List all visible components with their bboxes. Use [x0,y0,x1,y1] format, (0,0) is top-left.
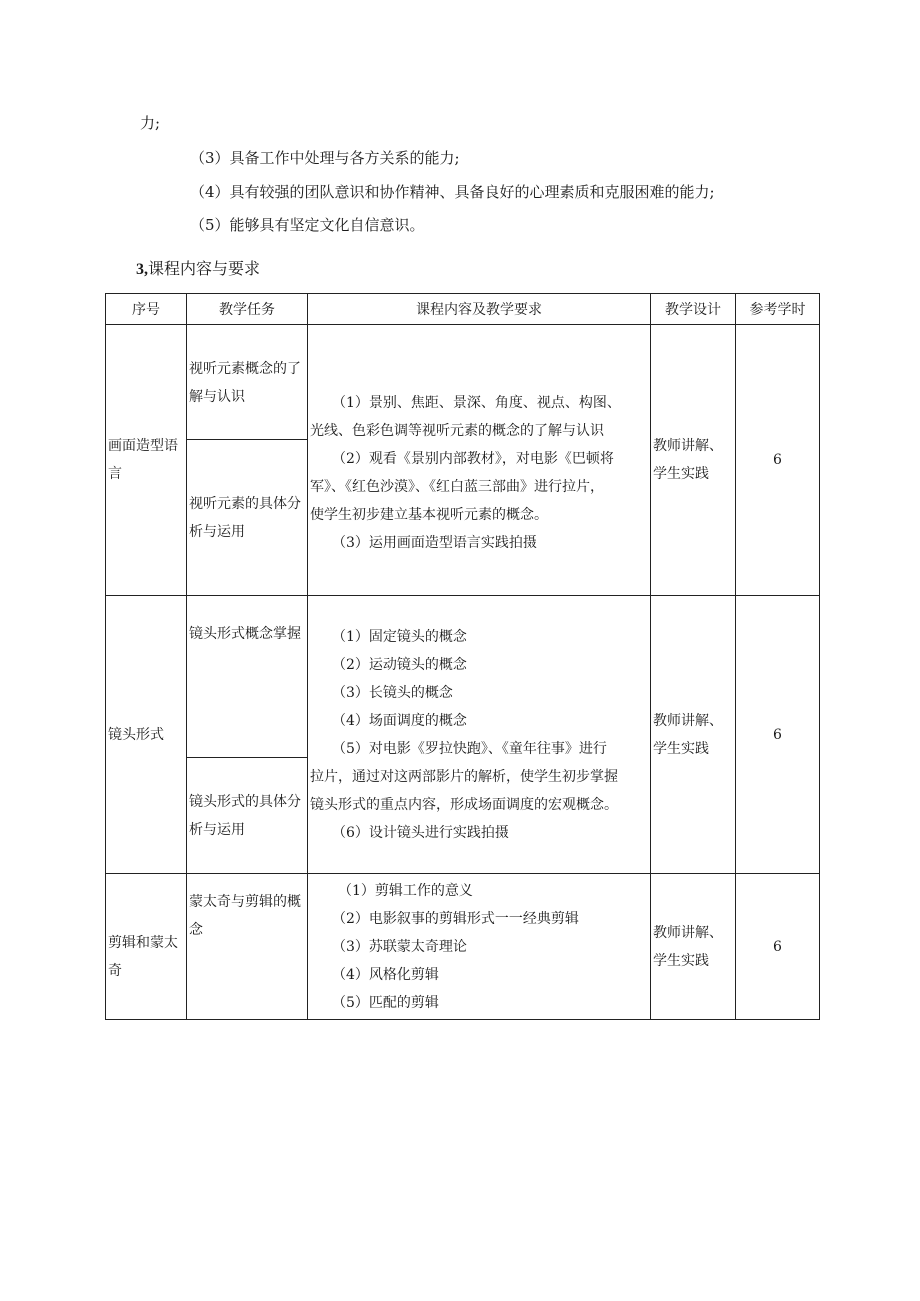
table-row [106,325,820,440]
table-row [106,596,820,758]
header-content: 课程内容及教学要求 [308,294,651,325]
row-task-cell: 视听元素概念的了解与认识 [187,325,308,440]
content-line: （1）景别、焦距、景深、角度、视点、构图、 [332,395,621,411]
content-line: 使学生初步建立基本视听元素的概念。 [310,507,548,523]
content-line: 镜头形式的重点内容，形成场面调度的宏观概念。 [310,796,618,813]
content-line: （5）匹配的剪辑 [332,994,439,1011]
section-heading [136,258,260,281]
content-line: （2）观看《景别内部教材》，对电影《巴顿将 [332,451,614,467]
content-line: 光线、色彩色调等视听元素的概念的了解与认识 [310,423,604,439]
row-design-cell: 教师讲解、学生实践 [651,874,736,1020]
paragraph-continuation: 力; [140,114,161,132]
ability-item-5: （5）能够具有坚定文化自信意识。 [190,216,425,234]
row-task-cell: 镜头形式概念掌握 [187,596,308,758]
content-line: 军》、《红色沙漠》、《红白蓝三部曲》进行拉片， [310,479,604,495]
content-line: （3）运用画面造型语言实践拍摄 [332,535,537,551]
section-number: 3, [136,261,148,278]
row-design-cell: 教师讲解、学生实践 [651,325,736,596]
content-line: （6）设计镜头进行实践拍摄 [332,824,509,841]
content-line: （2）运动镜头的概念 [332,656,467,673]
row-hours-cell: 6 [736,596,820,874]
content-line: （4）风格化剪辑 [332,966,439,983]
row-hours-cell: 6 [736,874,820,1020]
row-seq-cell: 剪辑和蒙太奇 [106,874,187,1020]
section-title: 课程内容与要求 [148,259,261,278]
course-content-table [105,293,820,1020]
ability-item-3: （3）具备工作中处理与各方关系的能力; [190,149,460,167]
content-line: （1）固定镜头的概念 [332,628,467,645]
content-line: （4）场面调度的概念 [332,712,467,729]
row-seq-cell: 画面造型语言 [106,325,187,596]
row-content-cell [308,874,651,1020]
content-line: （3）苏联蒙太奇理论 [332,938,467,955]
row-content-cell [308,325,651,596]
row-hours-cell: 6 [736,325,820,596]
row-design-cell: 教师讲解、学生实践 [651,596,736,874]
content-line: （1）剪辑工作的意义 [338,882,473,899]
header-hours: 参考学时 [736,294,820,325]
row-seq-cell: 镜头形式 [106,596,187,874]
content-line: 拉片，通过对这两部影片的解析，使学生初步掌握 [310,768,618,785]
content-line: （3）长镜头的概念 [332,684,453,701]
header-task: 教学任务 [187,294,308,325]
header-seq: 序号 [106,294,187,325]
ability-item-4: （4）具有较强的团队意识和协作精神、具备良好的心理素质和克服困难的能力; [190,183,715,201]
header-design: 教学设计 [651,294,736,325]
content-line: （5）对电影《罗拉快跑》、《童年往事》进行 [332,740,607,757]
row-task-cell: 蒙太奇与剪辑的概念 [187,874,308,1020]
row-task-cell: 镜头形式的具体分析与运用 [187,758,308,874]
content-line: （2）电影叙事的剪辑形式一一经典剪辑 [332,910,579,927]
table-header-row [106,294,820,325]
row-content-cell [308,596,651,874]
row-task-cell: 视听元素的具体分析与运用 [187,440,308,596]
table-row [106,874,820,1020]
